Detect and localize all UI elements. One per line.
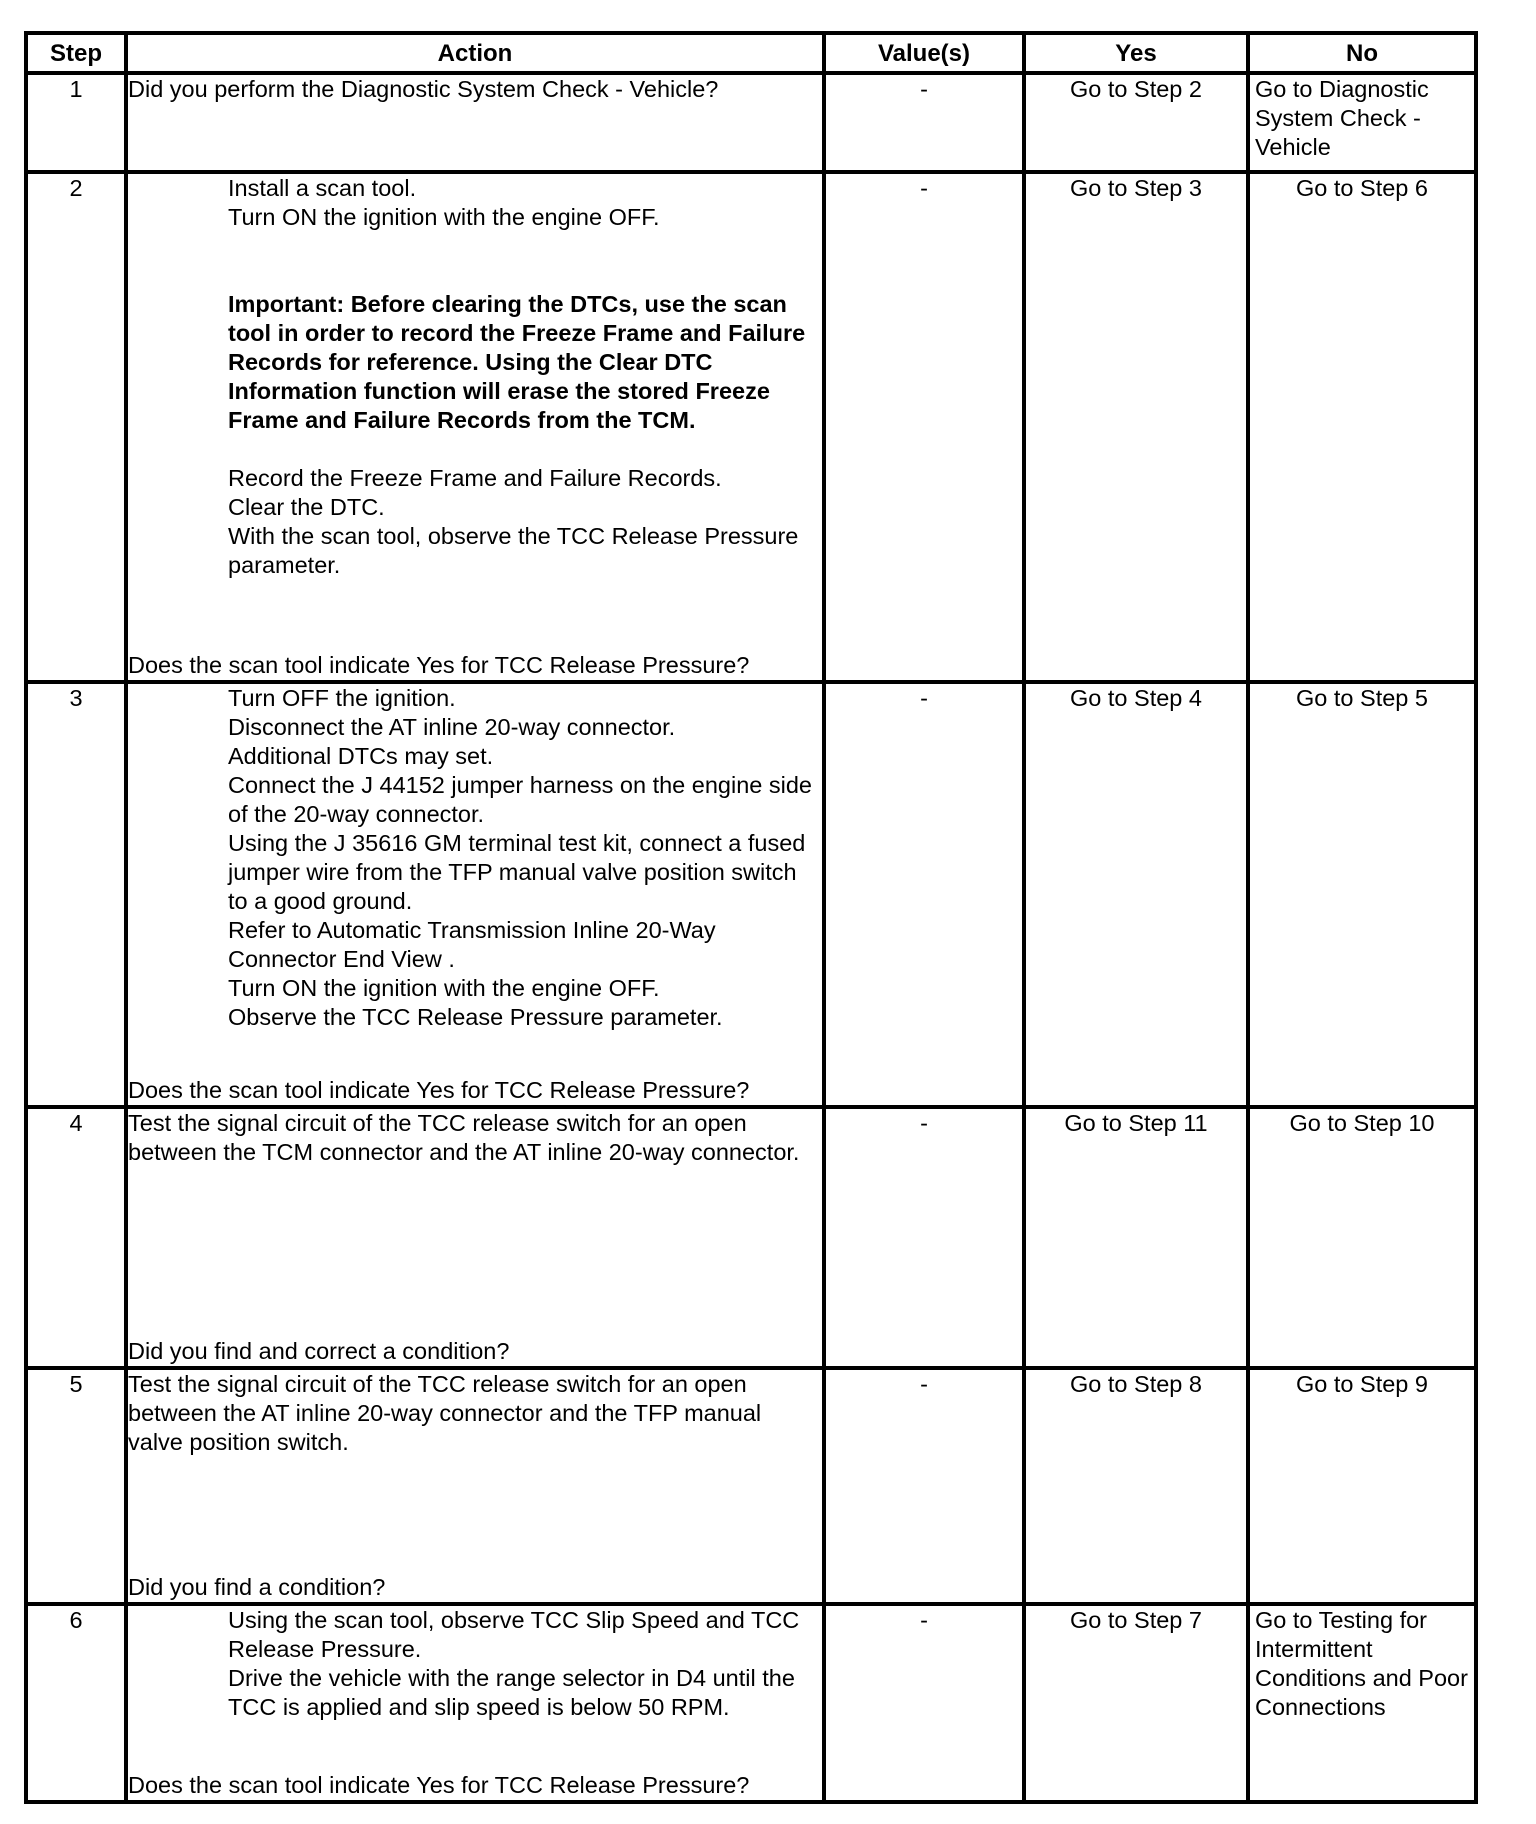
diagnostic-table [24, 31, 1478, 1804]
value-cell: - [824, 682, 1024, 1107]
action-line: Refer to Automatic Transmission Inline 20-Way Connector End View . [228, 917, 716, 972]
step-number: 4 [26, 1107, 126, 1368]
action-cell [126, 1368, 824, 1604]
yes-cell: Go to Step 7 [1024, 1604, 1248, 1802]
value-cell: - [824, 172, 1024, 682]
action-line: Using the J 35616 GM terminal test kit, connect a fused jumper wire from the TFP manual valve position switch to a good ground. [228, 830, 806, 914]
header-no: No [1248, 33, 1476, 73]
action-line: Additional DTCs may set. [228, 743, 494, 769]
yes-cell: Go to Step 2 [1024, 73, 1248, 172]
table-row [26, 73, 1476, 172]
step-number: 1 [26, 73, 126, 172]
action-line: Test the signal circuit of the TCC release switch for an open between the AT inline 20-way connector and the TFP manual valve position switch. [128, 1371, 762, 1455]
header-row [26, 33, 1476, 73]
important-note: Important: Before clearing the DTCs, use the scan tool in order to record the Freeze Frame and Failure Records for reference. Using the Clear DTC Information function will erase the stored Freeze Frame and Failure Records from the TCM. [228, 291, 806, 433]
no-cell: Go to Step 5 [1248, 682, 1476, 1107]
header-yes: Yes [1024, 33, 1248, 73]
action-line: Connect the J 44152 jumper harness on the engine side of the 20-way connector. [228, 772, 812, 827]
no-cell: Go to Testing for Intermittent Conditions and Poor Connections [1248, 1604, 1476, 1802]
table-row [26, 1368, 1476, 1604]
value-cell: - [824, 1107, 1024, 1368]
action-line: With the scan tool, observe the TCC Release Pressure parameter. [228, 523, 799, 578]
action-line: Test the signal circuit of the TCC release switch for an open between the TCM connector and the AT inline 20-way connector. [128, 1110, 800, 1165]
action-question: Does the scan tool indicate Yes for TCC Release Pressure? [128, 652, 750, 678]
action-cell [126, 1604, 824, 1802]
action-line: Using the scan tool, observe TCC Slip Speed and TCC Release Pressure. [228, 1607, 800, 1662]
action-line: Drive the vehicle with the range selector in D4 until the TCC is applied and slip speed is below 50 RPM. [228, 1665, 795, 1720]
table-row [26, 1604, 1476, 1802]
action-question: Does the scan tool indicate Yes for TCC Release Pressure? [128, 1077, 750, 1103]
table-row [26, 172, 1476, 682]
action-line: Disconnect the AT inline 20-way connector. [228, 714, 676, 740]
action-line: Clear the DTC. [228, 494, 385, 520]
action-cell [126, 1107, 824, 1368]
action-line: Turn OFF the ignition. [228, 685, 456, 711]
action-question: Did you find a condition? [128, 1574, 386, 1600]
yes-cell: Go to Step 8 [1024, 1368, 1248, 1604]
header-values: Value(s) [824, 33, 1024, 73]
action-line: Turn ON the ignition with the engine OFF. [228, 204, 660, 230]
action-cell [126, 682, 824, 1107]
action-cell [126, 73, 824, 172]
table-row [26, 682, 1476, 1107]
no-cell: Go to Diagnostic System Check - Vehicle [1248, 73, 1476, 172]
step-number: 3 [26, 682, 126, 1107]
yes-cell: Go to Step 4 [1024, 682, 1248, 1107]
action-line: Turn ON the ignition with the engine OFF. [228, 975, 660, 1001]
yes-cell: Go to Step 3 [1024, 172, 1248, 682]
action-line: Record the Freeze Frame and Failure Records. [228, 465, 722, 491]
action-cell [126, 172, 824, 682]
step-number: 2 [26, 172, 126, 682]
action-line: Install a scan tool. [228, 175, 417, 201]
no-cell: Go to Step 9 [1248, 1368, 1476, 1604]
action-question: Does the scan tool indicate Yes for TCC Release Pressure? [128, 1772, 750, 1798]
action-line: Observe the TCC Release Pressure parameter. [228, 1004, 723, 1030]
no-cell: Go to Step 10 [1248, 1107, 1476, 1368]
step-number: 6 [26, 1604, 126, 1802]
value-cell: - [824, 73, 1024, 172]
value-cell: - [824, 1604, 1024, 1802]
no-cell: Go to Step 6 [1248, 172, 1476, 682]
action-question: Did you perform the Diagnostic System Check - Vehicle? [128, 76, 719, 102]
action-question: Did you find and correct a condition? [128, 1338, 510, 1364]
table-row [26, 1107, 1476, 1368]
header-step: Step [26, 33, 126, 73]
value-cell: - [824, 1368, 1024, 1604]
step-number: 5 [26, 1368, 126, 1604]
header-action: Action [126, 33, 824, 73]
yes-cell: Go to Step 11 [1024, 1107, 1248, 1368]
